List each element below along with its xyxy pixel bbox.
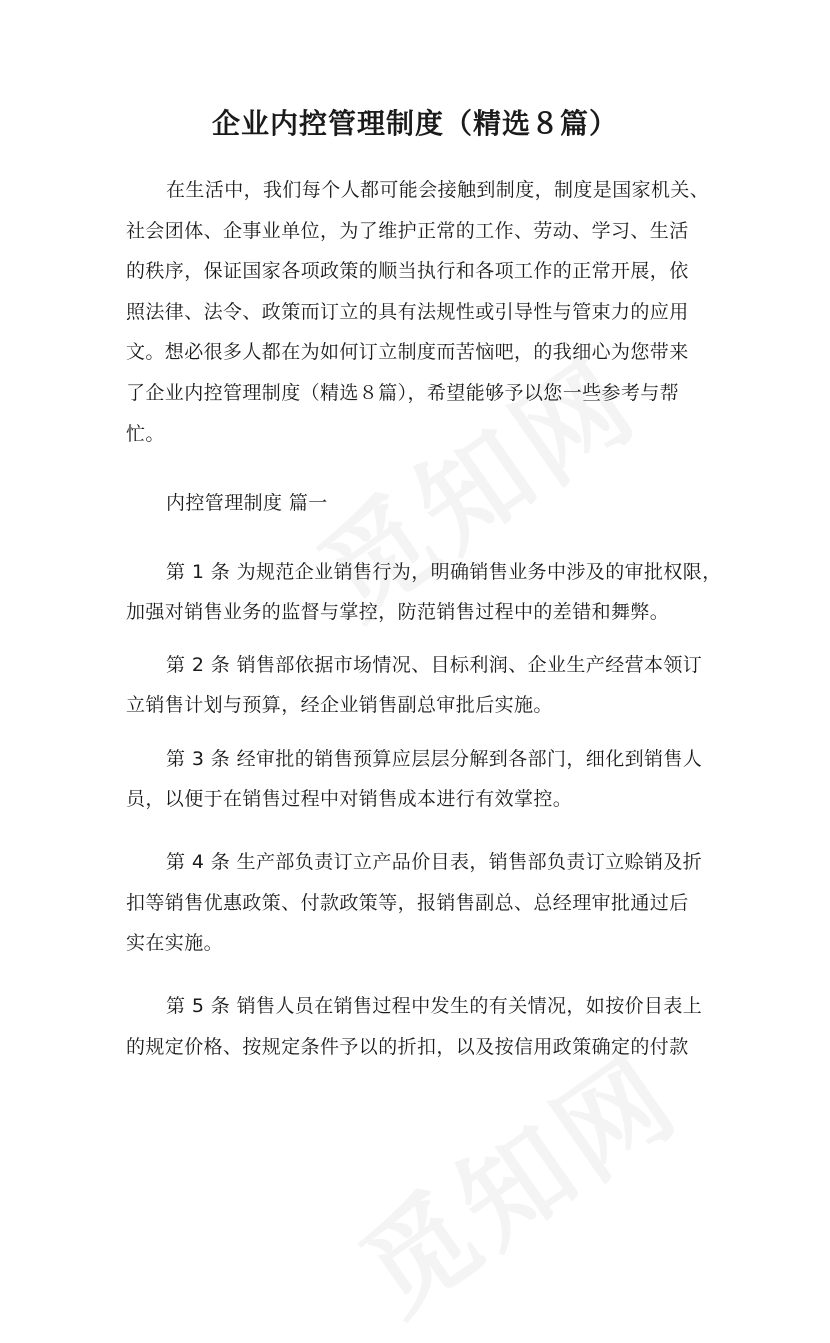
article-line: 第 1 条 为规范企业销售行为，明确销售业务中涉及的审批权限，: [166, 561, 722, 583]
section-heading: 内控管理制度 篇一: [166, 492, 328, 514]
intro-line: 忙。: [126, 423, 165, 445]
intro-line: 照法律、法令、政策而订立的具有法规性或引导性与管束力的应用: [126, 301, 689, 323]
intro-line: 的秩序，保证国家各项政策的顺当执行和各项工作的正常开展，依: [126, 260, 689, 282]
article-line: 第 5 条 销售人员在销售过程中发生的有关情况，如按价目表上: [166, 995, 703, 1017]
article-line: 加强对销售业务的监督与掌控，防范销售过程中的差错和舞弊。: [126, 601, 670, 623]
article-line: 第 2 条 销售部依据市场情况、目标利润、企业生产经营本领订: [166, 654, 703, 676]
article-line: 第 3 条 经审批的销售预算应层层分解到各部门，细化到销售人: [166, 748, 703, 770]
article-line: 实在实施。: [126, 932, 224, 954]
article-line: 第 4 条 生产部负责订立产品价目表，销售部负责订立赊销及折: [166, 851, 703, 873]
intro-line: 在生活中，我们每个人都可能会接触到制度，制度是国家机关、: [166, 179, 710, 201]
watermark-bottom: [325, 973, 755, 1337]
document-title: 企业内控管理制度（精选８篇）: [211, 107, 618, 140]
intro-line: 文。想必很多人都在为如何订立制度而苦恼吧，的我细心为您带来: [126, 341, 689, 363]
article-line: 立销售计划与预算，经企业销售副总审批后实施。: [126, 694, 553, 716]
article-line: 扣等销售优惠政策、付款政策等，报销售副总、总经理审批通过后: [126, 892, 689, 914]
intro-line: 社会团体、企事业单位，为了维护正常的工作、劳动、学习、生活: [126, 220, 689, 242]
article-line: 员，以便于在销售过程中对销售成本进行有效掌控。: [126, 788, 573, 810]
article-line: 的规定价格、按规定条件予以的折扣，以及按信用政策确定的付款: [126, 1036, 689, 1058]
intro-line: 了企业内控管理制度（精选８篇），希望能够予以您一些参考与帮: [126, 382, 680, 404]
